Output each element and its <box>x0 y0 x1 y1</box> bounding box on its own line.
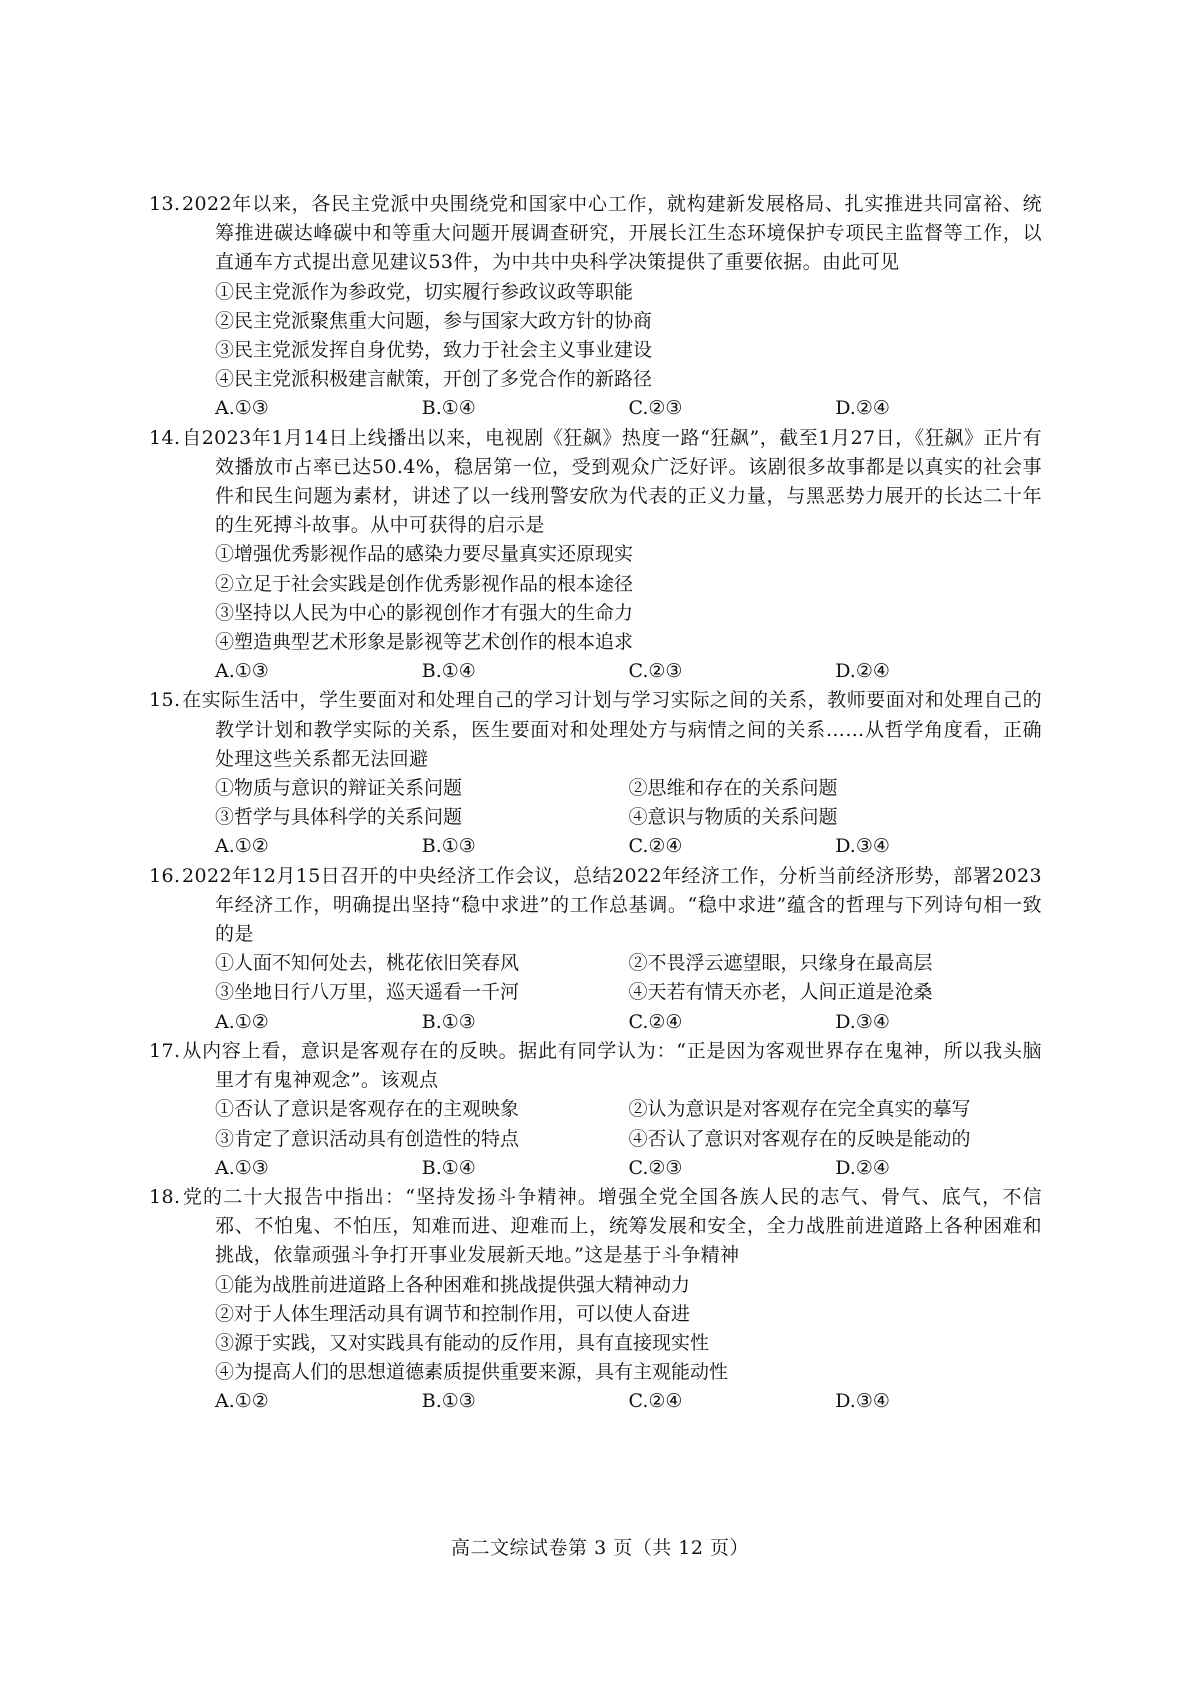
answer-choices <box>182 1154 1042 1183</box>
page-footer: 高二文综试卷第 3 页（共 12 页） <box>451 1537 749 1559</box>
statement-3: ③哲学与具体科学的关系问题 <box>215 806 463 829</box>
choice-c: C.②④ <box>628 1010 683 1033</box>
choice-c: C.②③ <box>628 660 683 683</box>
question-14 <box>149 424 1042 687</box>
statement-3: ③坚持以人民为中心的影视创作才有强大的生命力 <box>215 601 634 624</box>
statement-1: ①增强优秀影视作品的感染力要尽量真实还原现实 <box>215 543 634 566</box>
statement-3: ③坐地日行八万里，巡天遥看一千河 <box>215 981 520 1004</box>
choice-a: A.①② <box>215 1390 269 1413</box>
choice-b: B.①③ <box>421 1390 476 1413</box>
statement-1: ①物质与意识的辩证关系问题 <box>215 777 463 800</box>
statement-list <box>182 774 1042 832</box>
question-15 <box>149 686 1042 861</box>
choice-a: A.①② <box>215 1010 269 1033</box>
question-list <box>149 190 1042 1417</box>
statement-1: ①人面不知何处去，桃花依旧笑春风 <box>215 952 520 975</box>
answer-choices <box>182 394 1042 423</box>
question-text: 2022年12月15日召开的中央经济工作会议，总结2022年经济工作，分析当前经济形势，部署2023年经济工作，明确提出坚持“稳中求进”的工作总基调。“稳中求进”蕴含的哲理与下列诗句相一致的是 <box>182 864 1042 946</box>
statement-4: ④天若有情天亦老，人间正道是沧桑 <box>628 981 933 1004</box>
choice-b: B.①④ <box>421 660 476 683</box>
answer-choices <box>182 1008 1042 1037</box>
choice-d: D.③④ <box>835 1390 890 1413</box>
choice-d: D.②④ <box>835 397 890 420</box>
question-stem: 14.自2023年1月14日上线播出以来，电视剧《狂飙》热度一路“狂飙”，截至1月27日，《狂飙》正片有效播放市占率已达50.4%，稳居第一位，受到观众广泛好评。该剧很多故事都是以真实的社会事件和民生问题为素材，讲述了以一线刑警安欣为代表的正义力量，与黑恶势力展开的长达二十年的生死搏斗故事。从中可获得的启示是 <box>149 426 1042 537</box>
choice-c: C.②④ <box>628 835 683 858</box>
question-17 <box>149 1037 1042 1183</box>
choice-b: B.①③ <box>421 835 476 858</box>
statement-1: ①能为战胜前进道路上各种困难和挑战提供强大精神动力 <box>215 1273 691 1296</box>
choice-a: A.①③ <box>215 660 269 683</box>
question-16 <box>149 862 1042 1037</box>
statement-2: ②认为意识是对客观存在完全真实的摹写 <box>628 1098 971 1121</box>
question-stem: 15.在实际生活中，学生要面对和处理自己的学习计划与学习实际之间的关系，教师要面对和处理自己的教学计划和教学实际的关系，医生要面对和处理处方与病情之间的关系……从哲学角度看，正确处理这些关系都无法回避 <box>149 689 1042 770</box>
statement-4: ④为提高人们的思想道德素质提供重要来源，具有主观能动性 <box>215 1361 729 1384</box>
choice-d: D.③④ <box>835 1010 890 1033</box>
statement-2: ②立足于社会实践是创作优秀影视作品的根本途径 <box>215 572 634 595</box>
question-text: 从内容上看，意识是客观存在的反映。据此有同学认为：“正是因为客观世界存在鬼神，所以我头脑里才有鬼神观念”。该观点 <box>182 1039 1042 1092</box>
choice-b: B.①④ <box>421 1156 476 1179</box>
question-text: 党的二十大报告中指出：“坚持发扬斗争精神。增强全党全国各族人民的志气、骨气、底气，不信邪、不怕鬼、不怕压，知难而进、迎难而上，统筹发展和安全，全力战胜前进道路上各种困难和挑战，依靠顽强斗争打开事业发展新天地。”这是基于斗争精神 <box>182 1185 1042 1267</box>
statement-list <box>182 540 1042 657</box>
statement-list <box>182 278 1042 395</box>
choice-a: A.①② <box>215 835 269 858</box>
choice-d: D.②④ <box>835 1156 890 1179</box>
question-13 <box>149 190 1042 424</box>
statement-4: ④塑造典型艺术形象是影视等艺术创作的根本追求 <box>215 631 634 654</box>
question-text: 在实际生活中，学生要面对和处理自己的学习计划与学习实际之间的关系，教师要面对和处理自己的教学计划和教学实际的关系，医生要面对和处理处方与病情之间的关系……从哲学角度看，正确处理这些关系都无法回避 <box>182 689 1042 770</box>
choice-b: B.①③ <box>421 1010 476 1033</box>
statement-2: ②民主党派聚焦重大问题，参与国家大政方针的协商 <box>215 309 653 332</box>
choice-c: C.②③ <box>628 1156 683 1179</box>
question-stem: 17.从内容上看，意识是客观存在的反映。据此有同学认为：“正是因为客观世界存在鬼神，所以我头脑里才有鬼神观念”。该观点 <box>149 1039 1042 1092</box>
statement-3: ③民主党派发挥自身优势，致力于社会主义事业建设 <box>215 339 653 362</box>
choice-d: D.②④ <box>835 660 890 683</box>
statement-2: ②对于人体生理活动具有调节和控制作用，可以使人奋进 <box>215 1302 691 1325</box>
statement-list <box>182 949 1042 1007</box>
question-18 <box>149 1183 1042 1417</box>
statement-1: ①否认了意识是客观存在的主观映象 <box>215 1098 520 1121</box>
choice-a: A.①③ <box>215 397 269 420</box>
question-stem: 13.2022年以来，各民主党派中央围绕党和国家中心工作，就构建新发展格局、扎实推进共同富裕、统筹推进碳达峰碳中和等重大问题开展调查研究，开展长江生态环境保护专项民主监督等工作，以直通车方式提出意见建议53件，为中共中央科学决策提供了重要依据。由此可见 <box>149 193 1042 274</box>
statement-list <box>182 1095 1042 1153</box>
answer-choices <box>182 1387 1042 1416</box>
choice-d: D.③④ <box>835 835 890 858</box>
answer-choices <box>182 657 1042 686</box>
statement-2: ②不畏浮云遮望眼，只缘身在最高层 <box>628 952 933 975</box>
choice-c: C.②③ <box>628 397 683 420</box>
question-stem: 18.党的二十大报告中指出：“坚持发扬斗争精神。增强全党全国各族人民的志气、骨气、底气，不信邪、不怕鬼、不怕压，知难而进、迎难而上，统筹发展和安全，全力战胜前进道路上各种困难和挑战，依靠顽强斗争打开事业发展新天地。”这是基于斗争精神 <box>149 1185 1042 1267</box>
statement-4: ④民主党派积极建言献策，开创了多党合作的新路径 <box>215 368 653 391</box>
statement-3: ③源于实践，又对实践具有能动的反作用，具有直接现实性 <box>215 1331 710 1354</box>
statement-4: ④否认了意识对客观存在的反映是能动的 <box>628 1127 971 1150</box>
question-stem: 16.2022年12月15日召开的中央经济工作会议，总结2022年经济工作，分析当前经济形势，部署2023年经济工作，明确提出坚持“稳中求进”的工作总基调。“稳中求进”蕴含的哲理与下列诗句相一致的是 <box>149 864 1042 946</box>
statement-4: ④意识与物质的关系问题 <box>628 806 838 829</box>
choice-a: A.①③ <box>215 1156 269 1179</box>
statement-1: ①民主党派作为参政党，切实履行参政议政等职能 <box>215 280 634 303</box>
choice-c: C.②④ <box>628 1390 683 1413</box>
question-text: 2022年以来，各民主党派中央围绕党和国家中心工作，就构建新发展格局、扎实推进共同富裕、统筹推进碳达峰碳中和等重大问题开展调查研究，开展长江生态环境保护专项民主监督等工作，以直通车方式提出意见建议53件，为中共中央科学决策提供了重要依据。由此可见 <box>182 193 1042 274</box>
statement-3: ③肯定了意识活动具有创造性的特点 <box>215 1127 520 1150</box>
choice-b: B.①④ <box>421 397 476 420</box>
question-text: 自2023年1月14日上线播出以来，电视剧《狂飙》热度一路“狂飙”，截至1月27日，《狂飙》正片有效播放市占率已达50.4%，稳居第一位，受到观众广泛好评。该剧很多故事都是以真实的社会事件和民生问题为素材，讲述了以一线刑警安欣为代表的正义力量，与黑恶势力展开的长达二十年的生死搏斗故事。从中可获得的启示是 <box>182 426 1042 537</box>
statement-2: ②思维和存在的关系问题 <box>628 777 838 800</box>
statement-list <box>182 1271 1042 1388</box>
answer-choices <box>182 832 1042 861</box>
